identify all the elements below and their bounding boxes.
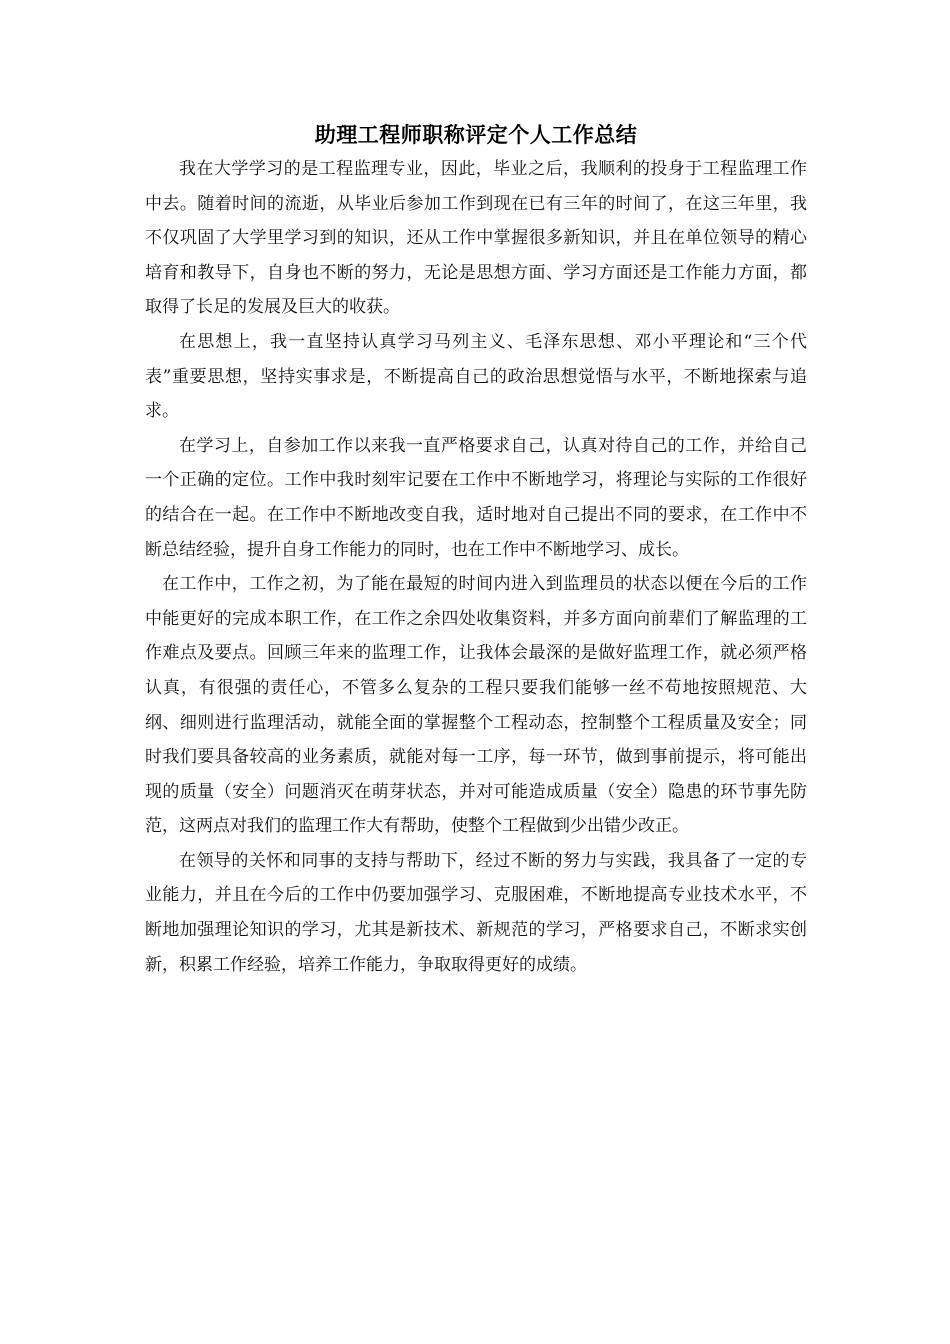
paragraph-thought: 在思想上，我一直坚持认真学习马列主义、毛泽东思想、邓小平理论和“三个代表”重要思想，坚持实事求是，不断提高自己的政治思想觉悟与水平，不断地探索与追求。: [145, 331, 807, 422]
document-body: [145, 118, 807, 982]
paragraph-work: 在工作中，工作之初，为了能在最短的时间内进入到监理员的状态以便在今后的工作中能更好的完成本职工作，在工作之余四处收集资料，并多方面向前辈们了解监理的工作难点及要点。回顾三年来的监理工作，让我体会最深的是做好监理工作，就必须严格认真，有很强的责任心，不管多么复杂的工程只要我们能够一丝不苟地按照规范、大纲、细则进行监理活动，就能全面的掌握整个工程动态，控制整个工程质量及安全；同时我们要具备较高的业务素质，就能对每一工序，每一环节，做到事前提示，将可能出现的质量（安全）问题消灭在萌芽状态，并对可能造成质量（安全）隐患的环节事先防范，这两点对我们的监理工作大有帮助，使整个工程做到少出错少改正。: [145, 574, 807, 837]
document-title: 助理工程师职称评定个人工作总结: [314, 123, 638, 147]
paragraph-conclusion: 在领导的关怀和同事的支持与帮助下，经过不断的努力与实践，我具备了一定的专业能力，并且在今后的工作中仍要加强学习、克服困难，不断地提高专业技术水平，不断地加强理论知识的学习，尤其是新技术、新规范的学习，严格要求自己，不断求实创新，积累工作经验，培养工作能力，争取取得更好的成绩。: [145, 850, 807, 975]
paragraph-study: 在学习上，自参加工作以来我一直严格要求自己，认真对待自己的工作，并给自己一个正确的定位。工作中我时刻牢记要在工作中不断地学习，将理论与实际的工作很好的结合在一起。在工作中不断地改变自我，适时地对自己提出不同的要求，在工作中不断总结经验，提升自身工作能力的同时，也在工作中不断地学习、成长。: [145, 435, 807, 560]
paragraph-intro: 我在大学学习的是工程监理专业，因此，毕业之后，我顺利的投身于工程监理工作中去。随着时间的流逝，从毕业后参加工作到现在已有三年的时间了，在这三年里，我不仅巩固了大学里学习到的知识，还从工作中掌握很多新知识，并且在单位领导的精心培育和教导下，自身也不断的努力，无论是思想方面、学习方面还是工作能力方面，都取得了长足的发展及巨大的收获。: [145, 159, 807, 318]
